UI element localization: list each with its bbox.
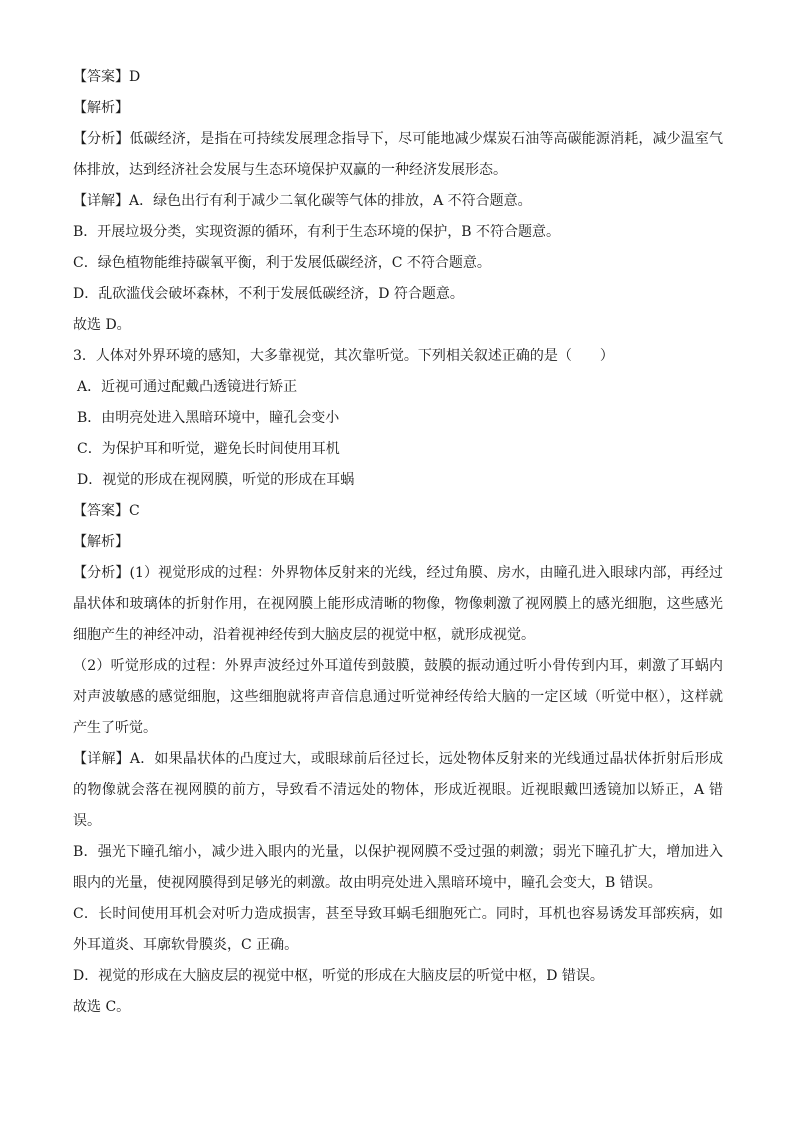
q3-detail-d: D．视觉的形成在大脑皮层的视觉中枢，听觉的形成在大脑皮层的听觉中枢，D 错误。 <box>73 968 604 984</box>
q2-detail-d: D．乱砍滥伐会破坏森林，不利于发展低碳经济，D 符合题意。 <box>73 286 464 302</box>
q2-detail-a: 【详解】A．绿色出行有利于减少二氧化碳等气体的排放，A 不符合题意。 <box>73 193 532 209</box>
q3-detail-b: B．强光下瞳孔缩小，减少进入眼内的光量，以保护视网膜不受过强的刺激；弱光下瞳孔扩大，增加进入眼内的光量，使视网膜得到足够光的刺激。故由明亮处进入黑暗环境中，瞳孔会变大，B 错误。 <box>73 844 723 891</box>
q3-detail-c: C．长时间使用耳机会对听力造成损害，甚至导致耳蜗毛细胞死亡。同时，耳机也容易诱发耳部疾病，如外耳道炎、耳廓软骨膜炎，C 正确。 <box>73 906 723 953</box>
q3-option-b: B．由明亮处进入黑暗环境中，瞳孔会变小 <box>77 410 340 426</box>
q3-option-d: D．视觉的形成在视网膜，听觉的形成在耳蜗 <box>77 472 355 488</box>
q2-fenxi: 【分析】低碳经济，是指在可持续发展理念指导下，尽可能地减少煤炭石油等高碳能源消耗，减少温室气体排放，达到经济社会发展与生态环境保护双赢的一种经济发展形态。 <box>73 131 723 178</box>
q3-analysis-heading: 【解析】 <box>73 534 129 550</box>
q3-option-a: A．近视可通过配戴凸透镜进行矫正 <box>77 379 298 395</box>
q3-detail-a: 【详解】A．如果晶状体的凸度过大，或眼球前后径过长，远处物体反射来的光线通过晶状体折射后形成的物像就会落在视网膜的前方，导致看不清远处的物体，形成近视眼。近视眼戴凹透镜加以矫正，A 错误。 <box>73 751 723 829</box>
q2-choose: 故选 D。 <box>73 317 131 333</box>
q2-analysis-heading: 【解析】 <box>73 100 129 116</box>
q3-option-c: C．为保护耳和听觉，避免长时间使用耳机 <box>77 441 340 457</box>
q2-detail-b: B．开展垃圾分类，实现资源的循环，有利于生态环境的保护，B 不符合题意。 <box>73 224 561 240</box>
q3-choose: 故选 C。 <box>73 999 131 1015</box>
q2-detail-c: C．绿色植物能维持碳氧平衡，利于发展低碳经济，C 不符合题意。 <box>73 255 491 271</box>
q3-answer: 【答案】C <box>73 503 140 519</box>
q3-fenxi-vision: 【分析】(1）视觉形成的过程：外界物体反射来的光线，经过角膜、房水，由瞳孔进入眼球内部，再经过晶状体和玻璃体的折射作用，在视网膜上能形成清晰的物像，物像刺激了视网膜上的感光细胞，这些感光细胞产生的神经冲动，沿着视神经传到大脑皮层的视觉中枢，就形成视觉。 <box>73 565 723 643</box>
document-page <box>73 62 723 1023</box>
q2-answer: 【答案】D <box>73 69 141 85</box>
q3-stem: 3．人体对外界环境的感知，大多靠视觉，其次靠听觉。下列相关叙述正确的是（ ） <box>73 348 614 364</box>
q3-fenxi-hearing: （2）听觉形成的过程：外界声波经过外耳道传到鼓膜，鼓膜的振动通过听小骨传到内耳，刺激了耳蜗内对声波敏感的感觉细胞，这些细胞就将声音信息通过听觉神经传给大脑的一定区域（听觉中枢），这样就产生了听觉。 <box>73 658 723 736</box>
